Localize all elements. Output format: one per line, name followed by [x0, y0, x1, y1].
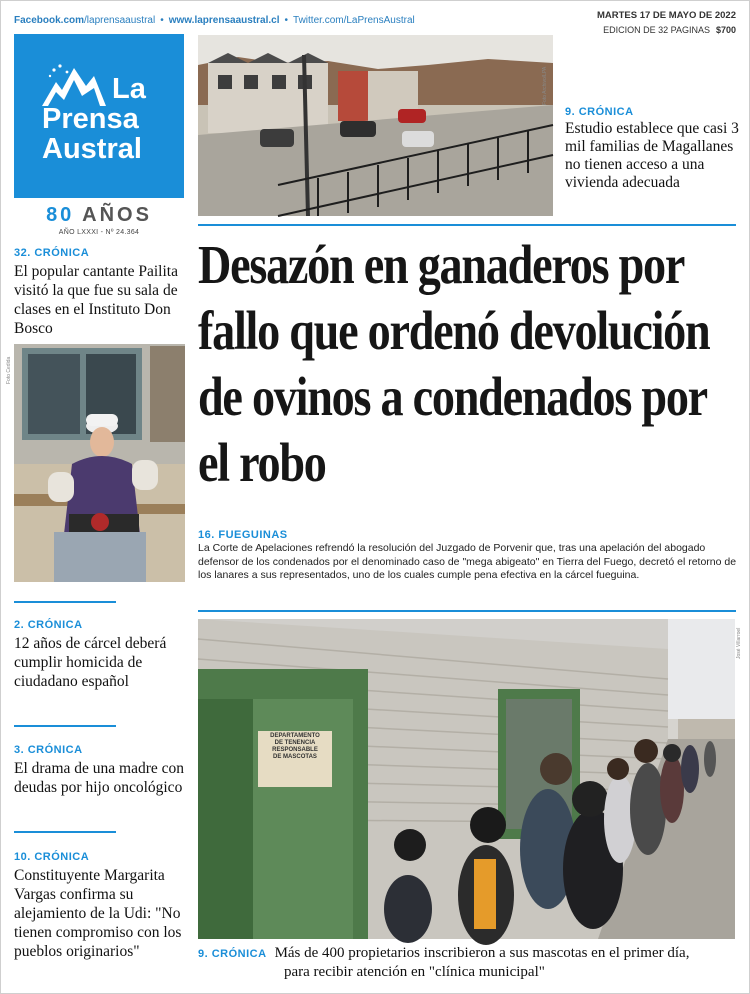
story-headline-line2: para recibir atención en "clínica municipal" [284, 964, 545, 980]
story-headline: Constituyente Margarita Vargas confirma su alejamiento de la Udi: "No tienen compromiso con los pueblos originarios" [14, 867, 182, 960]
story-kicker: 16. FUEGUINAS [198, 529, 288, 541]
top-right-story[interactable] [565, 106, 740, 192]
left-story-1[interactable] [14, 247, 184, 338]
anniversary-mark: 80 AÑOS [46, 204, 152, 226]
main-story-lead[interactable] [198, 529, 738, 583]
logo-wordmark: La Prensa Austral [42, 73, 146, 165]
left-story-2[interactable] [14, 619, 184, 691]
pet-clinic-queue-photo [198, 619, 742, 939]
photo-credit: José Villarroel [736, 627, 742, 659]
dateline [597, 9, 736, 37]
website-link[interactable]: www.laprensaaustral.cl [168, 15, 280, 26]
story-headline-line1: Más de 400 propietarios inscribieron a sus mascotas en el primer día, [274, 945, 690, 961]
story-kicker: 10. CRÓNICA [14, 851, 90, 863]
story-headline: 12 años de cárcel deberá cumplir homicida de ciudadano español [14, 635, 167, 690]
story-kicker: 32. CRÓNICA [14, 247, 90, 259]
housing-photo [198, 35, 553, 216]
left-story-4[interactable] [14, 851, 184, 961]
story-kicker: 3. CRÓNICA [14, 744, 83, 756]
bottom-story[interactable] [198, 944, 743, 981]
facebook-link[interactable]: Facebook.com/laprensaaustral [14, 15, 156, 26]
singer-photo [6, 344, 185, 582]
divider [14, 601, 116, 603]
story-headline: Estudio establece que casi 3 mil familias de Magallanes no tienen acceso a una vivienda adecuada [565, 120, 739, 191]
story-kicker: 9. CRÓNICA [198, 948, 267, 960]
story-kicker: 9. CRÓNICA [565, 106, 634, 118]
issue-date: MARTES 17 DE MAYO DE 2022 [596, 10, 736, 21]
divider [14, 831, 116, 833]
photo-credit: Foto Archivo/LPA [542, 66, 548, 105]
story-headline: El popular cantante Pailita visitó la que fue su sala de clases en el Instituto Don Bosco [14, 263, 178, 337]
main-headline[interactable]: Desazón en ganaderos por fallo que ordenó devolución de ovinos a condenados por el robo [198, 234, 710, 493]
edition-number: AÑO LXXXI - Nº 24.364 [58, 229, 140, 236]
story-kicker: 2. CRÓNICA [14, 619, 83, 631]
price: $700 [715, 25, 736, 35]
social-links-bar: Facebook.com/laprensaaustral • www.laprensaaustral.cl • Twitter.com/LaPrensAustral [14, 15, 415, 26]
page-count: EDICION DE 32 PAGINAS [603, 25, 710, 35]
left-story-3[interactable] [14, 744, 184, 797]
story-headline: El drama de una madre con deudas por hijo oncológico [14, 760, 184, 796]
clinic-sign: DEPARTAMENTO DE TENENCIA RESPONSABLE DE MASCOTAS [270, 733, 320, 760]
photo-credit: Foto Cedida [6, 356, 12, 384]
masthead-logo[interactable] [14, 34, 184, 198]
divider [14, 725, 116, 727]
lead-paragraph: La Corte de Apelaciones refrendó la resolución del Juzgado de Porvenir que, tras una apelación del abogado defensor de los condenados por el denominado caso de "mega abigeato" en Tierra del Fuego, decretó el retorno de los lanares a sus representados, uno de los cuales cumple pena efectiva en la cárcel fueguina. [198, 542, 737, 581]
twitter-link[interactable]: Twitter.com/LaPrensAustral [293, 15, 415, 26]
divider [198, 610, 736, 612]
divider [198, 224, 736, 226]
